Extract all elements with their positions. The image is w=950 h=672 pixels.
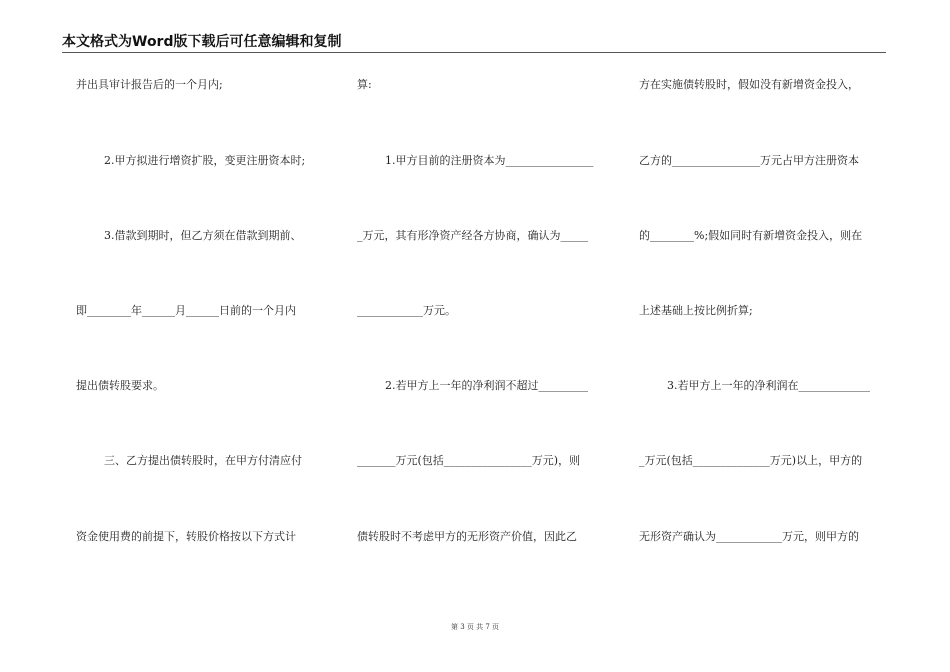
text-line: 资金使用费的前提下，转股价格按以下方式计 bbox=[76, 530, 296, 543]
text-line: _万元，其有形净资产经各方协商，确认为_____ bbox=[357, 229, 588, 242]
text-line: 的________%;假如同时有新增资金投入，则在 bbox=[639, 229, 863, 242]
text-line: 上述基础上按比例折算; bbox=[639, 304, 753, 317]
text-line: 3.若甲方上一年的净利润在_____________ bbox=[639, 379, 870, 392]
text-line: 并出具审计报告后的一个月内; bbox=[76, 78, 223, 91]
text-line: 即________年______月______日前的一个月内 bbox=[76, 304, 296, 317]
text-line: 提出债转股要求。 bbox=[76, 379, 164, 392]
text-line: 3.借款到期时，但乙方须在借款到期前、 bbox=[76, 229, 302, 242]
text-line: 债转股时不考虑甲方的无形资产价值，因此乙 bbox=[357, 530, 577, 543]
text-line: ____________万元。 bbox=[357, 304, 456, 317]
page-number: 第 3 页 共 7 页 bbox=[450, 623, 500, 631]
text-line: 2.若甲方上一年的净利润不超过_________ bbox=[357, 379, 588, 392]
header-title: 本文格式为Word版下载后可任意编辑和复制 bbox=[62, 34, 342, 50]
text-line: _______万元(包括________________万元)，则 bbox=[357, 454, 581, 467]
text-line: _万元(包括______________万元)以上，甲方的 bbox=[639, 454, 863, 467]
text-line: 2.甲方拟进行增资扩股，变更注册资本时; bbox=[76, 154, 306, 167]
header-divider bbox=[62, 52, 886, 53]
text-line: 乙方的________________万元占甲方注册资本 bbox=[639, 154, 859, 167]
text-line: 无形资产确认为____________万元，则甲方的 bbox=[639, 530, 859, 543]
document-header bbox=[62, 33, 886, 51]
text-line: 三、乙方提出债转股时，在甲方付清应付 bbox=[76, 454, 302, 467]
text-line: 1.甲方目前的注册资本为________________ bbox=[357, 154, 594, 167]
text-line: 算: bbox=[357, 78, 372, 91]
text-line: 方在实施债转股时，假如没有新增资金投入， bbox=[639, 78, 859, 91]
